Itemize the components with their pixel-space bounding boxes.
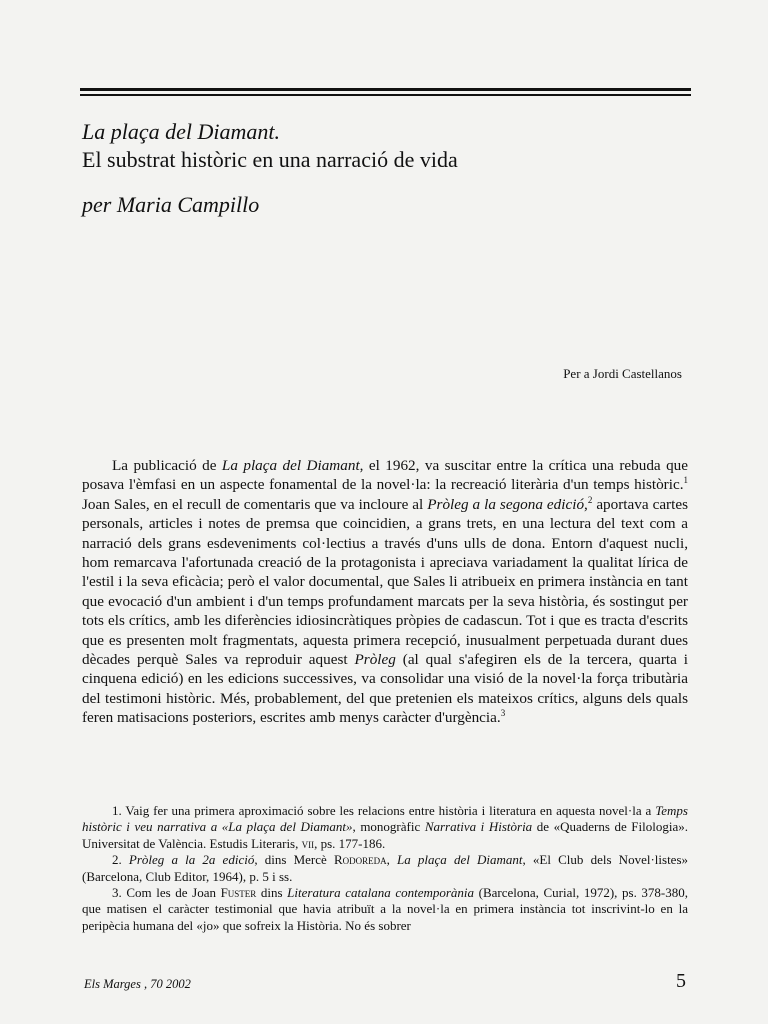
top-rule-thin bbox=[80, 94, 691, 96]
author-byline: per Maria Campillo bbox=[82, 192, 260, 217]
work-title-ref: Pròleg a la segona edició bbox=[427, 495, 585, 513]
work-title-ref: La plaça del Diamant bbox=[397, 852, 523, 868]
footnote-ref-1: 1 bbox=[683, 475, 688, 486]
article-title bbox=[82, 118, 682, 174]
footnote-3 bbox=[82, 885, 688, 934]
journal-footer: Els Marges , 70 2002 bbox=[84, 977, 191, 991]
top-rule-thick bbox=[80, 88, 691, 91]
footnote-2 bbox=[82, 852, 688, 885]
work-title-ref: Literatura catalana contemporània bbox=[287, 885, 475, 901]
body-text bbox=[82, 456, 688, 728]
text-run: , el 1962, va suscitar entre la crítica una rebuda que posava l'èmfasi en un aspecte fonamental de la novel·la: la recreació literària d'un temps històric. bbox=[82, 457, 689, 494]
text-run: La publicació de bbox=[112, 457, 222, 474]
work-title-ref: Pròleg a la 2a edició bbox=[128, 852, 255, 868]
text-run: , dins Mercè bbox=[254, 852, 334, 868]
text-run: , ps. 177-186. bbox=[314, 835, 386, 851]
text-run: , bbox=[584, 495, 588, 513]
work-title-ref: La plaça del Diamant bbox=[221, 457, 360, 474]
text-run: , monogràfic bbox=[352, 819, 425, 835]
text-run: 2. bbox=[112, 852, 129, 868]
work-title-ref: Pròleg bbox=[354, 651, 396, 669]
text-run: dins bbox=[256, 885, 288, 901]
roman-numeral: vii bbox=[301, 835, 315, 851]
text-run: , «El Club dels Novel·listes» (Barcelona, Club Editor, 1964), p. 5 i ss. bbox=[82, 852, 689, 884]
text-run: 1. Vaig fer una primera aproximació sobre les relacions entre història i literatura en aquesta novel·la a bbox=[112, 803, 656, 818]
author-surname: Fuster bbox=[220, 885, 257, 901]
text-run: 3. Com les de Joan bbox=[112, 885, 221, 901]
text-run: (Barcelona, Curial, 1972), ps. 378-380, que matisen el caràcter testimonial que havia atribuït a la novel·la en primera instància tot inscrivint-lo en la peripècia humana del «jo» que sofreix la Història. No és sobrer bbox=[82, 885, 688, 933]
work-title-ref: Temps històric i veu narrativa a «La plaça del Diamant» bbox=[82, 803, 688, 835]
work-title-ref: Narrativa i Història bbox=[424, 819, 533, 835]
page-number: 5 bbox=[676, 970, 686, 992]
title-line-2: El substrat històric en una narració de vida bbox=[82, 147, 458, 172]
title-line-1: La plaça del Diamant. bbox=[82, 119, 280, 144]
author-surname: Rodoreda bbox=[333, 852, 387, 868]
footnote-ref-3: 3 bbox=[500, 708, 506, 719]
footnote-1 bbox=[82, 803, 688, 852]
footnotes bbox=[82, 803, 688, 934]
text-run: Joan Sales, en el recull de comentaris que va incloure al bbox=[82, 495, 428, 513]
footnote-ref-2: 2 bbox=[587, 494, 593, 505]
paragraph-1 bbox=[82, 456, 688, 728]
text-run: (al qual s'afegiren els de la tercera, quarta i cinquena edició) en les edicions successives, va consolidar una visió de la novel·la força tributària del testimoni històric. Més, probablement, del que pretenien els mateixos crítics, alguns dels quals feren matisacions posteriors, escrites amb menys caràcter d'urgència. bbox=[82, 651, 688, 727]
dedication: Per a Jordi Castellanos bbox=[563, 366, 682, 381]
text-run: , bbox=[386, 852, 398, 868]
text-run: aportava cartes personals, articles i notes de premsa que coincidien, a grans trets, en una lectura del text com a narració dels grans esdeveniments col·lectius a través d'uns ulls de dona. Entorn d'aquest nucli, hom remarcava l'afortunada creació de la protagonista i apreciava variadament la qualitat lírica de l'estil i la seva eficàcia; però el valor documental, que Sales li atribueix en primera instància en tant que evocació d'un ambient i d'un temps profundament marcats per la seva història, és sostingut per tots els crítics, amb les diferències idiosincràtiques pròpies de cadascun. Tot i que es tracta d'escrits que es presenten molt fragmentats, aquesta primera recepció, inusualment perpetuada durant dues dècades perquè Sales va reproduir aquest bbox=[82, 495, 688, 669]
text-run: de «Quaderns de Filologia». Universitat de València. Estudis Literaris, bbox=[82, 819, 688, 851]
